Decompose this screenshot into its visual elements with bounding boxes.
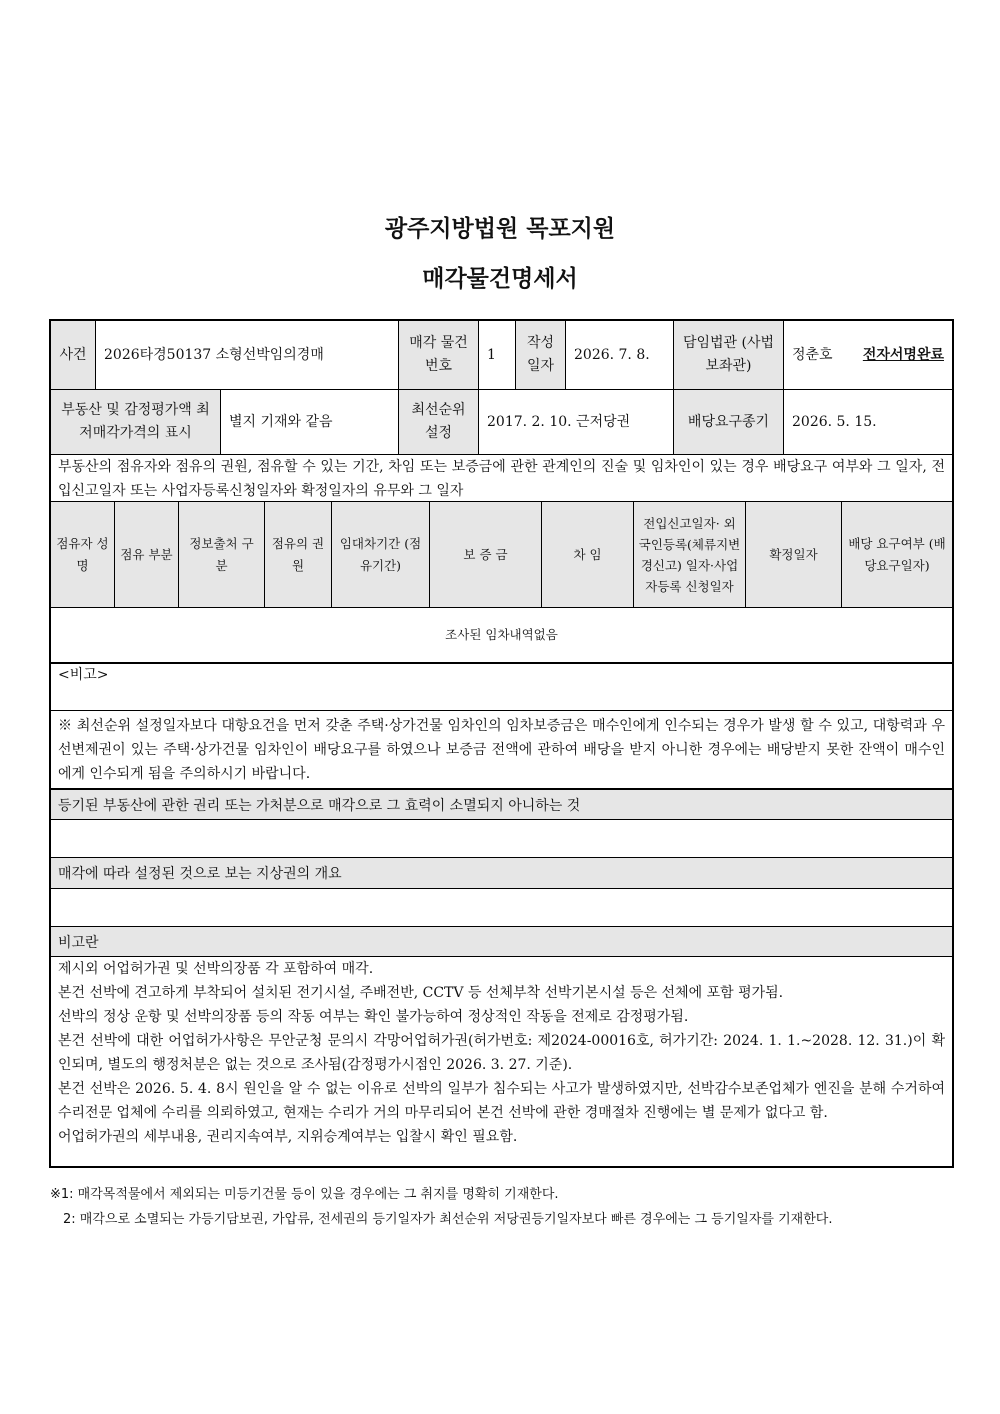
footnote-2: 2: 매각으로 소멸되는 가등기담보권, 가압류, 전세권의 등기일자가 최선순위 저당권등기일자보다 빠른 경우에는 그 등기일자를 기재한다. (63, 1212, 833, 1227)
rights-section-title: 등기된 부동산에 관한 권리 또는 가처분으로 매각으로 그 효력이 소멸되지 아니하는 것 (58, 797, 581, 814)
remarks-label: <비고> (58, 667, 109, 683)
rights-section-body (51, 820, 952, 858)
note-line: 본건 선박에 견고하게 부착되어 설치된 전기시설, 주배전반, CCTV 등 선체부착 선박기본시설 등은 선체에 포함 평가됨. (58, 985, 784, 1001)
notes-section-header (51, 927, 952, 957)
col-lease-period: 임대차기간 (점유기간) (332, 502, 430, 607)
case-label: 사건 (51, 321, 96, 389)
no-tenant-row (51, 608, 952, 664)
occupancy-description-row (51, 455, 952, 502)
col-move-in-date: 전입신고일자· 외국인등록(체류지변경신고) 일자·사업자등록 신청일자 (634, 502, 746, 607)
footnote-1: ※1: 매각목적물에서 제외되는 미등기건물 등이 있을 경우에는 그 취지를 명확히 기재한다. (50, 1187, 559, 1202)
dividend-deadline-label: 배당요구종기 (674, 390, 784, 454)
occupancy-description: 부동산의 점유자와 점유의 권원, 점유할 수 있는 기간, 차임 또는 보증금에 관한 관계인의 진술 및 임차인이 있는 경우 배당요구 여부와 그 일자, 전입신고일자 또는 사업자등록신청일자와 확정일자의 유무와 그 일자 (58, 459, 945, 499)
no-tenant-text: 조사된 임차내역없음 (445, 627, 558, 642)
case-info-row (51, 321, 952, 390)
note-line: 본건 선박에 대한 어업허가사항은 무안군청 문의시 각망어업허가권(허가번호: 제2024-00016호, 허가기간: 2024. 1. 1.~2028. 12. 31.)이 확인되며, 별도의 행정처분은 없는 것으로 조사됨(감정평가시점인 2026. 3. 27. 기준). (58, 1033, 945, 1073)
priority-notice: ※ 최선순위 설정일자보다 대항요건을 먼저 갖춘 주택·상가건물 임차인의 임차보증금은 매수인에게 인수되는 경우가 발생 할 수 있고, 대항력과 우선변제권이 있는 주택·상가건물 임차인이 배당요구를 하였으나 보증금 전액에 관하여 배당을 받지 아니한 경우에는 배당받지 못한 잔액이 매수인에게 인수되게 됨을 주의하시기 바랍니다. (58, 718, 945, 782)
col-deposit: 보 증 금 (430, 502, 542, 607)
judge-label: 담임법관 (사법보좌관) (674, 321, 784, 389)
item-number: 1 (479, 321, 516, 389)
col-rent: 차 임 (542, 502, 634, 607)
col-occupancy-title: 점유의 권 원 (265, 502, 332, 607)
col-occupied-part: 점유 부분 (115, 502, 179, 607)
court-name: 광주지방법원 목포지원 (384, 216, 616, 242)
col-occupant-name: 점유자 성 명 (51, 502, 115, 607)
judge-cell (784, 321, 952, 389)
remarks-row (51, 664, 952, 711)
col-info-source: 정보출처 구 분 (179, 502, 265, 607)
sale-specification-table (49, 319, 954, 1168)
notice-row (51, 711, 952, 790)
surface-rights-title: 매각에 따라 설정된 것으로 보는 지상권의 개요 (58, 866, 342, 882)
notes-section-title: 비고란 (58, 934, 99, 951)
e-signature-status: 전자서명완료 (862, 346, 944, 363)
occupancy-header-row (51, 502, 952, 608)
surface-rights-body (51, 889, 952, 927)
property-row (51, 390, 952, 455)
surface-rights-header (51, 858, 952, 889)
dividend-deadline: 2026. 5. 15. (792, 413, 877, 430)
item-number-label: 매각 물건번호 (399, 321, 479, 389)
written-date-label: 작성 일자 (516, 321, 566, 389)
document-title: 매각물건명세서 (422, 266, 578, 292)
note-line: 선박의 정상 운항 및 선박의장품 등의 작동 여부는 확인 불가능하여 정상적인 작동을 전제로 감정평가됨. (58, 1009, 689, 1025)
col-dividend-request: 배당 요구여부 (배당요구일자) (848, 535, 946, 573)
notes-section-body (51, 957, 952, 1167)
note-line: 본건 선박은 2026. 5. 4. 8시 원인을 알 수 없는 이유로 선박의 일부가 침수되는 사고가 발생하였지만, 선박감수보존업체가 엔진을 분해 수거하여 수리전문 업체에 수리를 의뢰하였고, 현재는 수리가 거의 마무리되어 본건 선박에 관한 경매절차 진행에는 별 문제가 없다고 함. (58, 1081, 945, 1121)
note-line: 제시외 어업허가권 및 선박의장품 각 포함하여 매각. (58, 961, 374, 977)
rights-section-header (51, 790, 952, 820)
property-value: 별지 기재와 같음 (221, 390, 399, 454)
priority-value: 2017. 2. 10. 근저당권 (479, 390, 674, 454)
col-fixed-date: 확정일자 (746, 502, 842, 607)
note-line: 어업허가권의 세부내용, 권리지속여부, 지위승계여부는 입찰시 확인 필요함. (58, 1129, 518, 1145)
property-label: 부동산 및 감정평가액 최저매각가격의 표시 (51, 390, 221, 454)
written-date: 2026. 7. 8. (566, 321, 674, 389)
judge-name: 정춘호 (792, 346, 833, 363)
case-number: 2026타경50137 소형선박임의경매 (96, 321, 399, 389)
priority-label: 최선순위 설정 (399, 390, 479, 454)
